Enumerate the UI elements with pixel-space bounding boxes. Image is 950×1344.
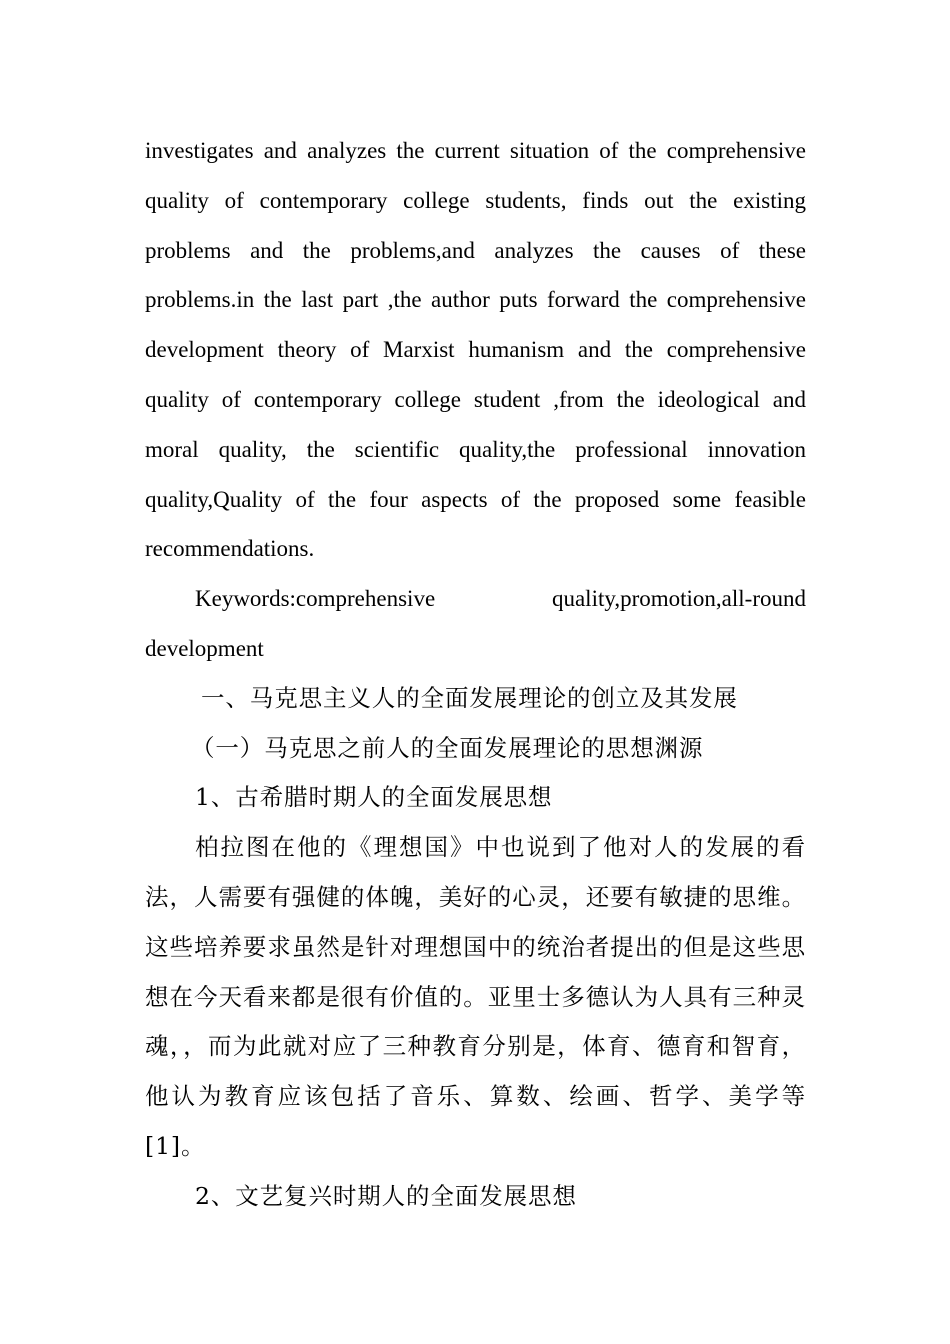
subsection-heading: （一）马克思之前人的全面发展理论的思想渊源 xyxy=(191,733,704,762)
section-heading: 一、马克思主义人的全面发展理论的创立及其发展 xyxy=(201,683,738,712)
keywords-line: Keywords:comprehensive quality,promotion,all-round development xyxy=(145,586,806,661)
abstract-body: investigates and analyzes the current situation of the comprehensive quality of contemporary college students, finds out the existing problems and the problems,and analyzes the causes of these problems.in the last part ,the author puts forward the comprehensive development theory of Marxist humanism and the comprehensive quality of contemporary college student ,from the ideological and moral quality, the scientific quality,the professional innovation quality,Quality of the four aspects of the proposed some feasible recommendations. xyxy=(145,138,806,562)
item-1-title: 1、古希腊时期人的全面发展思想 xyxy=(195,783,553,812)
document-page xyxy=(145,126,806,1222)
item-2-title: 2、文艺复兴时期人的全面发展思想 xyxy=(195,1181,577,1210)
item-1-body: 柏拉图在他的《理想国》中也说到了他对人的发展的看法，人需要有强健的体魄，美好的心灵，还要有敏捷的思维。这些培养要求虽然是针对理想国中的统治者提出的但是这些思想在今天看来都是很有价值的。亚里士多德认为人具有三种灵魂，，而为此就对应了三种教育分别是，体育、德育和智育，他认为教育应该包括了音乐、算数、绘画、哲学、美学等[1]。 xyxy=(145,833,806,1160)
